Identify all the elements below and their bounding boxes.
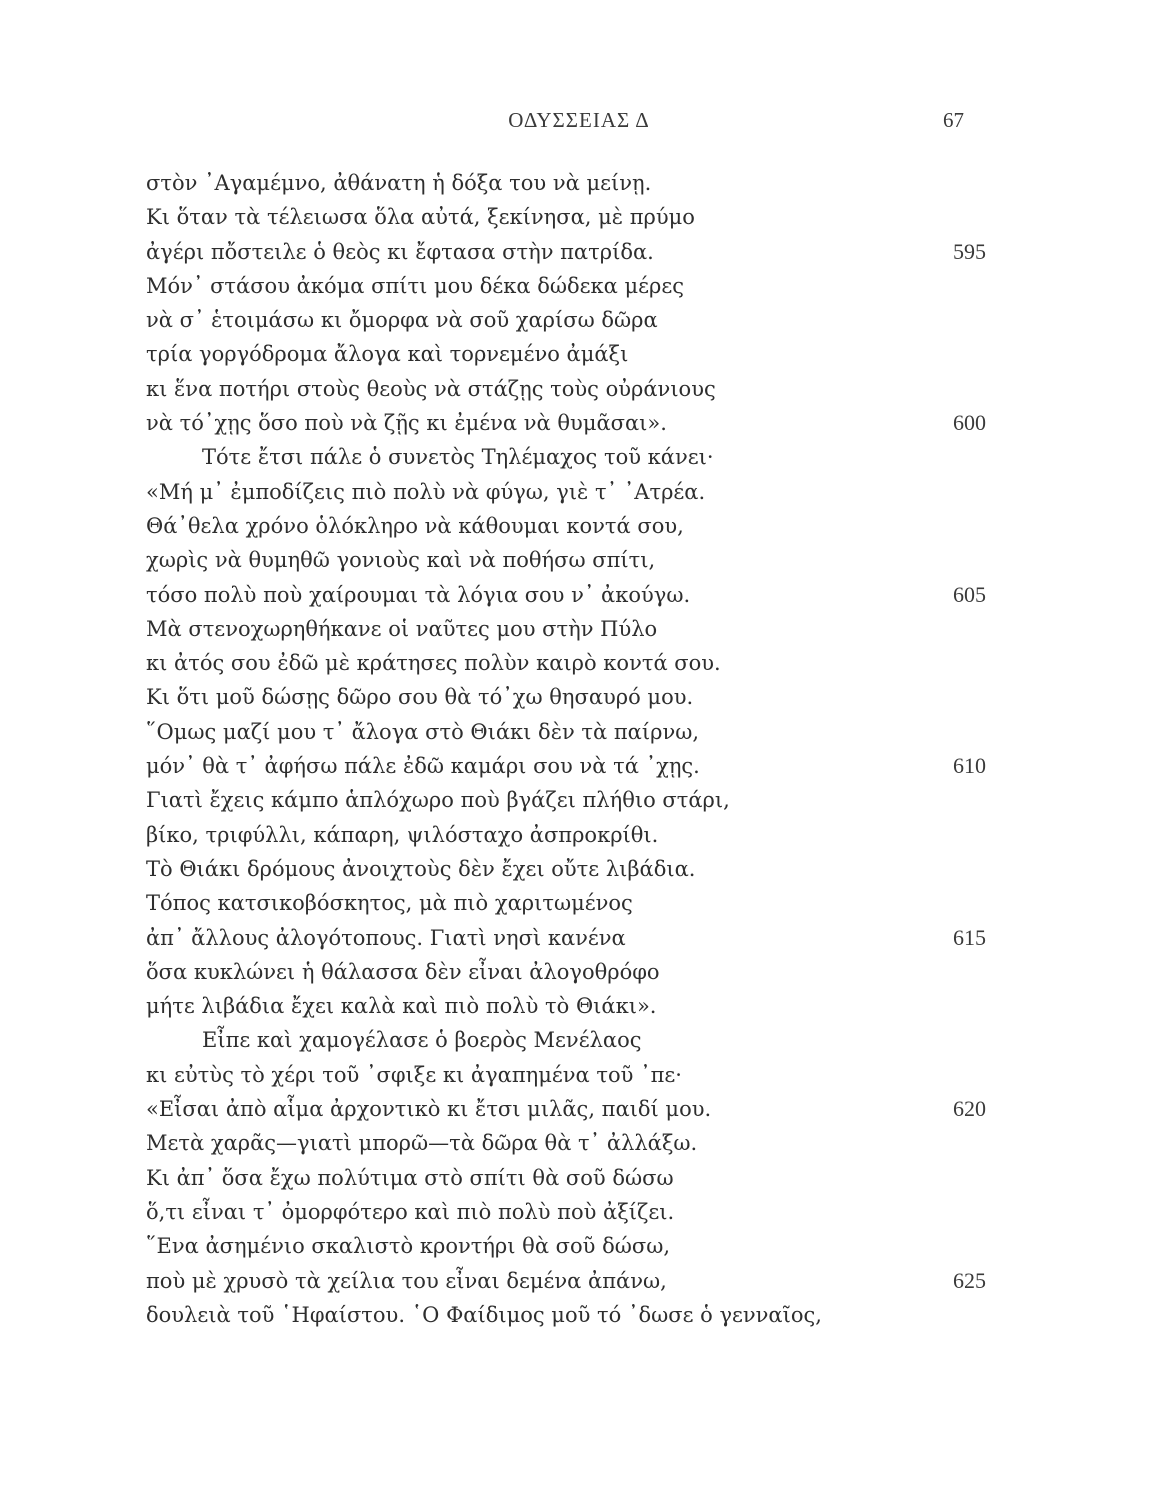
verse-line (146, 715, 986, 749)
verse-text: τόσο πολὺ ποὺ χαίρουμαι τὰ λόγια σου ν᾿ ἀκούγω. (146, 582, 691, 607)
line-number: 595 (953, 238, 986, 264)
verse-line (146, 337, 986, 371)
line-number: 615 (953, 924, 986, 950)
verse-line (146, 303, 986, 337)
page-number: 67 (943, 108, 964, 132)
verse-line (146, 1298, 986, 1332)
verse-text: «Εἶσαι ἀπὸ αἷμα ἀρχοντικὸ κι ἔτσι μιλᾶς, παιδί μου. (146, 1097, 712, 1122)
verse-text: ὅ,τι εἶναι τ᾿ ὀμορφότερο καὶ πιὸ πολὺ ποὺ ἀξίζει. (146, 1199, 675, 1224)
verse-text: κι εὐτὺς τὸ χέρι τοῦ ᾿σφιξε κι ἀγαπημένα τοῦ ᾿πε· (146, 1062, 682, 1087)
verse-line (146, 166, 986, 200)
verse-text: δουλειὰ τοῦ ῾Ηφαίστου. ῾Ο Φαίδιμος μοῦ τό ᾿δωσε ὁ γενναῖος, (146, 1302, 822, 1327)
verse-line (146, 1161, 986, 1195)
verse-line (146, 235, 986, 269)
verse-text: Κι ὅταν τὰ τέλειωσα ὅλα αὐτά, ξεκίνησα, μὲ πρύμο (146, 205, 695, 230)
line-number: 620 (953, 1096, 986, 1122)
verse-line (146, 578, 986, 612)
verse-line (146, 543, 986, 577)
verse-line (146, 1195, 986, 1229)
verse-line (146, 1264, 986, 1298)
verse-line (146, 989, 986, 1023)
verse-text: βίκο, τριφύλλι, κάπαρη, ψιλόσταχο ἀσπροκρίθι. (146, 822, 659, 847)
verse-line (146, 783, 986, 817)
verse-text: κι ἕνα ποτήρι στοὺς θεοὺς νὰ στάζῃς τοὺς οὐράνιους (146, 376, 716, 401)
verse-line (146, 200, 986, 234)
verse-line (146, 955, 986, 989)
verse-line (146, 269, 986, 303)
line-number: 625 (953, 1267, 986, 1293)
verse-line (146, 440, 986, 474)
verse-text: νὰ τό᾿χῃς ὅσο ποὺ νὰ ζῇς κι ἐμένα νὰ θυμᾶσαι». (146, 411, 667, 436)
verse-text: Κι ἀπ᾿ ὅσα ἔχω πολύτιμα στὸ σπίτι θὰ σοῦ δώσω (146, 1165, 674, 1190)
verse-line (146, 921, 986, 955)
verse-text: ῞Ομως μαζί μου τ᾿ ἄλογα στὸ Θιάκι δὲν τὰ παίρνω, (146, 719, 700, 744)
verse-text: Μὰ στενοχωρηθήκανε οἱ ναῦτες μου στὴν Πύλο (146, 616, 658, 641)
verse-line (146, 406, 986, 440)
poem-text (146, 166, 986, 1332)
verse-line (146, 852, 986, 886)
verse-text: Τότε ἔτσι πάλε ὁ συνετὸς Τηλέμαχος τοῦ κάνει· (202, 445, 714, 470)
verse-line (146, 475, 986, 509)
verse-text: Τόπος κατσικοβόσκητος, μὰ πιὸ χαριτωμένος (146, 891, 633, 916)
verse-text: Κι ὅτι μοῦ δώσῃς δῶρο σου θὰ τό᾿χω θησαυρό μου. (146, 685, 694, 710)
verse-text: τρία γοργόδρομα ἄλογα καὶ τορνεμένο ἀμάξι (146, 342, 629, 367)
verse-text: ποὺ μὲ χρυσὸ τὰ χείλια του εἶναι δεμένα ἀπάνω, (146, 1268, 667, 1293)
verse-text: μήτε λιβάδια ἔχει καλὰ καὶ πιὸ πολὺ τὸ Θιάκι». (146, 994, 657, 1019)
verse-text: στὸν ᾿Αγαμέμνο, ἀθάνατη ἡ δόξα του νὰ μείνῃ. (146, 171, 652, 195)
running-title: ΟΔΥΣΣΕΙΑΣ Δ (508, 108, 650, 132)
verse-line (146, 680, 986, 714)
verse-line (146, 509, 986, 543)
line-number: 610 (953, 753, 986, 779)
verse-line (146, 646, 986, 680)
verse-line (146, 1126, 986, 1160)
verse-text: ὅσα κυκλώνει ἡ θάλασσα δὲν εἶναι ἀλογοθρόφο (146, 959, 660, 984)
verse-text: κι ἀτός σου ἐδῶ μὲ κράτησες πολὺν καιρὸ κοντά σου. (146, 651, 721, 676)
verse-text: Μόν᾿ στάσου ἀκόμα σπίτι μου δέκα δώδεκα μέρες (146, 273, 685, 298)
verse-line (146, 1092, 986, 1126)
verse-line (146, 1229, 986, 1263)
line-number: 600 (953, 410, 986, 436)
verse-text: ἀπ᾿ ἄλλους ἀλογότοπους. Γιατὶ νησὶ κανένα (146, 925, 626, 950)
verse-line (146, 818, 986, 852)
verse-line (146, 1023, 986, 1057)
verse-text: χωρὶς νὰ θυμηθῶ γονιοὺς καὶ νὰ ποθήσω σπίτι, (146, 548, 656, 573)
verse-text: νὰ σ᾿ ἑτοιμάσω κι ὄμορφα νὰ σοῦ χαρίσω δῶρα (146, 308, 658, 333)
verse-text: μόν᾿ θὰ τ᾿ ἀφήσω πάλε ἐδῶ καμάρι σου νὰ τά ᾿χῃς. (146, 754, 700, 779)
verse-text: ῞Ενα ἀσημένιο σκαλιστὸ κροντήρι θὰ σοῦ δώσω, (146, 1234, 671, 1259)
verse-text: Εἶπε καὶ χαμογέλασε ὁ βοερὸς Μενέλαος (202, 1028, 642, 1053)
verse-text: «Μή μ᾿ ἐμποδίζεις πιὸ πολὺ νὰ φύγω, γιὲ τ᾿ ᾿Ατρέα. (146, 479, 706, 504)
verse-line (146, 749, 986, 783)
verse-text: ἀγέρι πὄστειλε ὁ θεὸς κι ἔφτασα στὴν πατρίδα. (146, 239, 654, 264)
verse-line (146, 1058, 986, 1092)
verse-text: Μετὰ χαρᾶς—γιατὶ μπορῶ—τὰ δῶρα θὰ τ᾿ ἀλλάξω. (146, 1131, 698, 1156)
verse-text: Τὸ Θιάκι δρόμους ἀνοιχτοὺς δὲν ἔχει οὔτε λιβάδια. (146, 856, 696, 881)
verse-text: Θά᾿θελα χρόνο ὁλόκληρο νὰ κάθουμαι κοντά σου, (146, 513, 684, 538)
verse-line (146, 612, 986, 646)
verse-text: Γιατὶ ἔχεις κάμπο ἁπλόχωρο ποὺ βγάζει πλήθιο στάρι, (146, 788, 730, 813)
running-head (0, 108, 1158, 138)
verse-line (146, 372, 986, 406)
verse-line (146, 886, 986, 920)
line-number: 605 (953, 581, 986, 607)
